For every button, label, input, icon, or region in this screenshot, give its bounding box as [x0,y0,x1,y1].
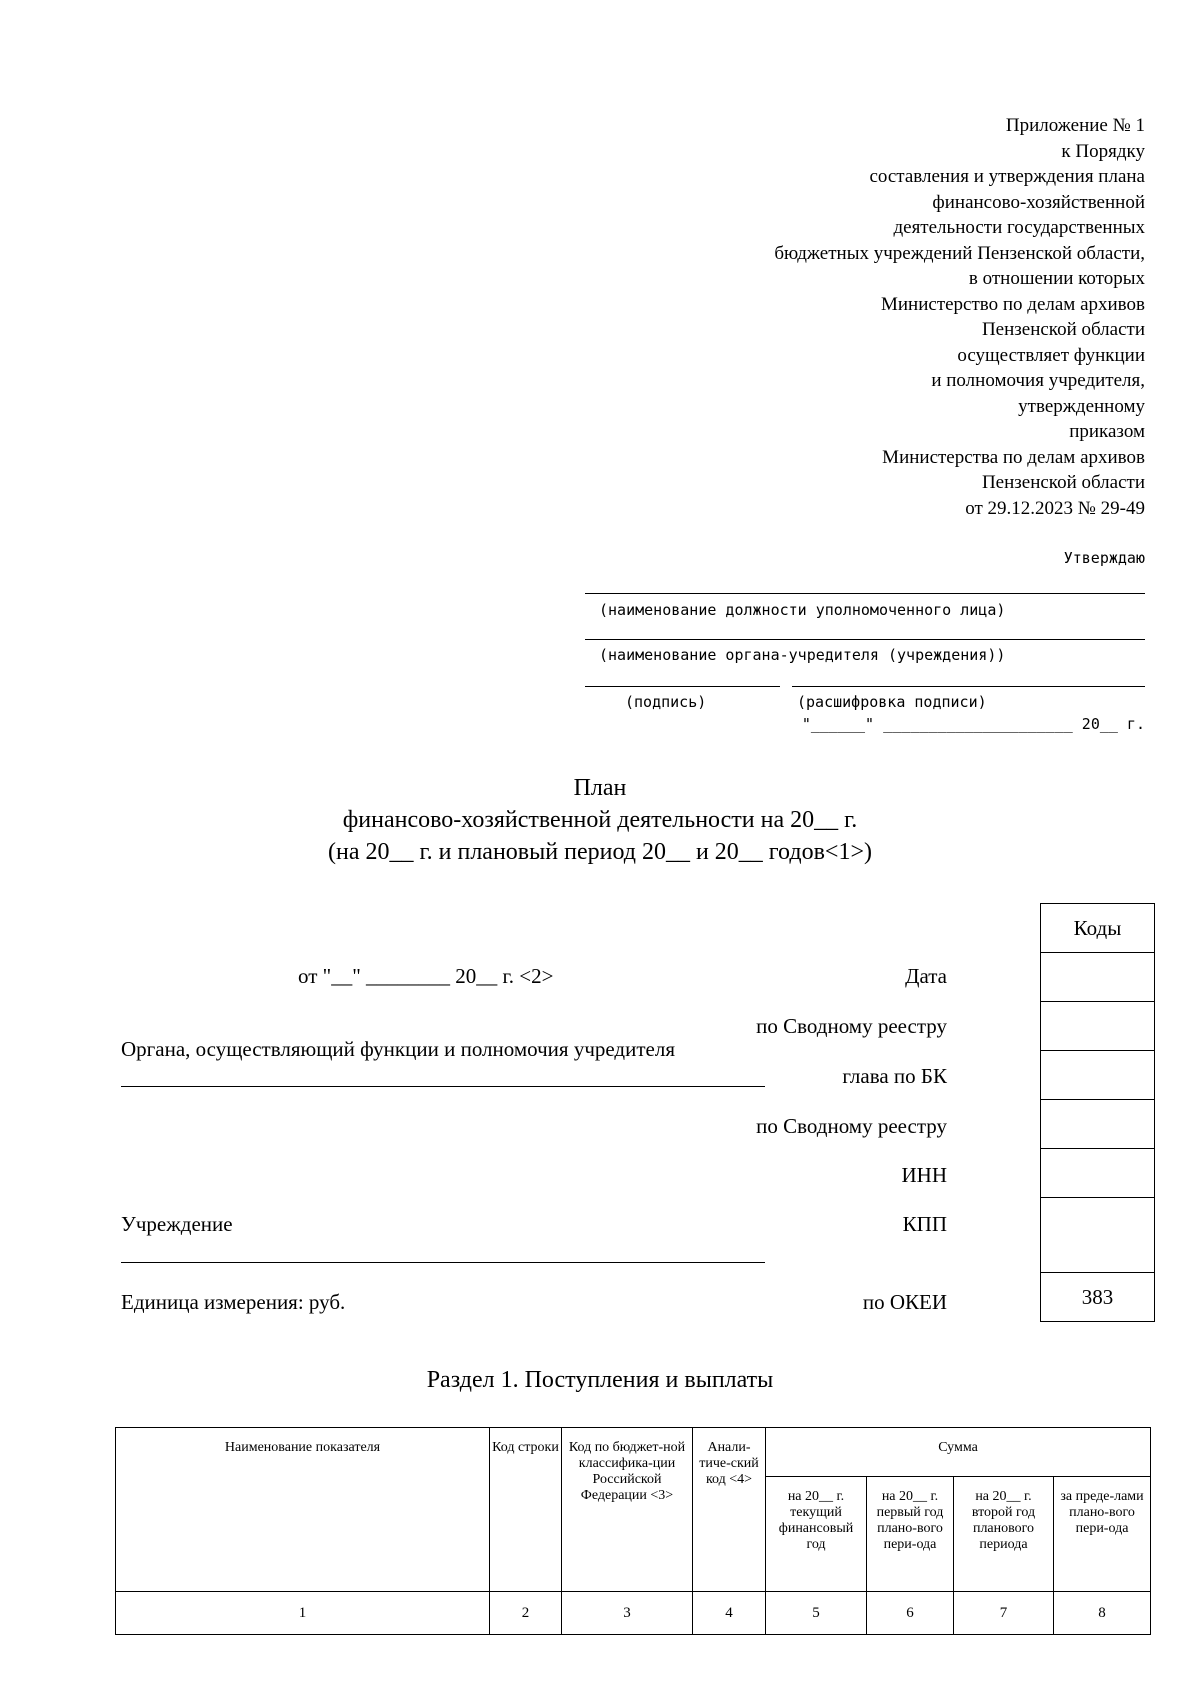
code-cell-bk [1041,1051,1155,1100]
approval-block [585,549,1145,749]
receipts-payments-table [115,1427,1151,1635]
code-cell-registry-2 [1041,1100,1155,1149]
codes-table [1040,903,1155,1322]
col-header-beyond-plan: за преде-лами плано-вого пери-ода [1054,1477,1151,1592]
approval-date-line: "______" _____________________ 20__ г. [801,715,1145,733]
unit-label: Единица измерения: руб. [121,1290,346,1314]
appendix-line: и полномочия учредителя, [931,370,1145,391]
col-header-first-plan-year: на 20__ г. первый год плано-вого пери-ода [867,1477,954,1592]
col-number-6: 6 [867,1592,954,1635]
decoding-caption: (расшифровка подписи) [797,693,987,711]
code-cell-okei: 383 [1041,1273,1155,1322]
appendix-line: Пензенской области [981,472,1145,493]
code-cell-date [1041,953,1155,1002]
signature-line [585,686,780,687]
appendix-line: бюджетных учреждений Пензенской области, [774,242,1145,264]
institution-label: Учреждение [121,1212,233,1236]
appendix-line: составления и утверждения плана [869,166,1145,187]
col-header-name: Наименование показателя [116,1428,490,1592]
appendix-line: утвержденному [1018,395,1145,417]
col-number-1: 1 [116,1592,490,1635]
appendix-block [645,113,1145,521]
appendix-line: приказом [1069,421,1145,442]
organ-line [585,639,1145,640]
date-from: от "__" ________ 20__ г. <2> [298,964,554,988]
appendix-line: к Порядку [1061,140,1145,162]
position-line [585,593,1145,594]
section-title: Раздел 1. Поступления и выплаты [426,1367,774,1393]
col-header-sum: Сумма [766,1428,1151,1477]
code-label-inn: ИНН [901,1163,947,1187]
signature-caption: (подпись) [625,693,707,711]
col-header-budget-code: Код по бюджет-ной классифика-ции Российской Федерации <3> [562,1428,693,1592]
appendix-line: Министерство по делам архивов [880,293,1145,315]
institution-field-line [121,1262,765,1263]
code-label-kpp: КПП [902,1212,947,1236]
col-number-3: 3 [562,1592,693,1635]
code-cell-registry [1041,1002,1155,1051]
appendix-line: осуществляет функции [957,344,1145,366]
code-label-date: Дата [905,964,947,988]
col-header-row-code: Код строки [490,1428,562,1592]
plan-title [0,772,1200,868]
codes-header: Коды [1041,904,1155,953]
code-label-bk: глава по БК [842,1064,947,1088]
decoding-line [792,686,1145,687]
col-number-8: 8 [1054,1592,1151,1635]
col-header-analytic: Анали-тиче-ский код <4> [693,1428,766,1592]
appendix-line: от 29.12.2023 № 29-49 [965,497,1145,519]
organ-label: Органа, осуществляющий функции и полномочия учредителя [121,1037,675,1061]
code-label-okei: по ОКЕИ [862,1290,947,1314]
appendix-line: Пензенской области [981,319,1145,340]
code-label-registry-2: по Сводному реестру [756,1114,947,1138]
code-cell-inn [1041,1149,1155,1198]
position-caption: (наименование должности уполномоченного лица) [599,601,1006,619]
appendix-line: Приложение № 1 [1005,115,1145,136]
col-number-2: 2 [490,1592,562,1635]
appendix-line: в отношении которых [968,268,1145,289]
organ-caption: (наименование органа-учредителя (учреждения)) [599,646,1006,664]
col-header-current-year: на 20__ г. текущий финансовый год [766,1477,867,1592]
code-cell-kpp [1041,1198,1155,1273]
col-number-5: 5 [766,1592,867,1635]
appendix-line: Министерства по делам архивов [882,446,1145,468]
title-line-1: План [573,775,627,801]
col-header-second-plan-year: на 20__ г. второй год планового периода [954,1477,1054,1592]
approve-heading: Утверждаю [1063,549,1145,567]
title-line-2: финансово-хозяйственной деятельности на 20__ г. [342,807,858,833]
col-number-4: 4 [693,1592,766,1635]
appendix-line: деятельности государственных [893,217,1145,238]
code-label-registry: по Сводному реестру [756,1014,947,1038]
col-number-7: 7 [954,1592,1054,1635]
appendix-line: финансово-хозяйственной [932,191,1145,213]
title-line-3: (на 20__ г. и плановый период 20__ и 20__ годов<1>) [328,839,872,865]
